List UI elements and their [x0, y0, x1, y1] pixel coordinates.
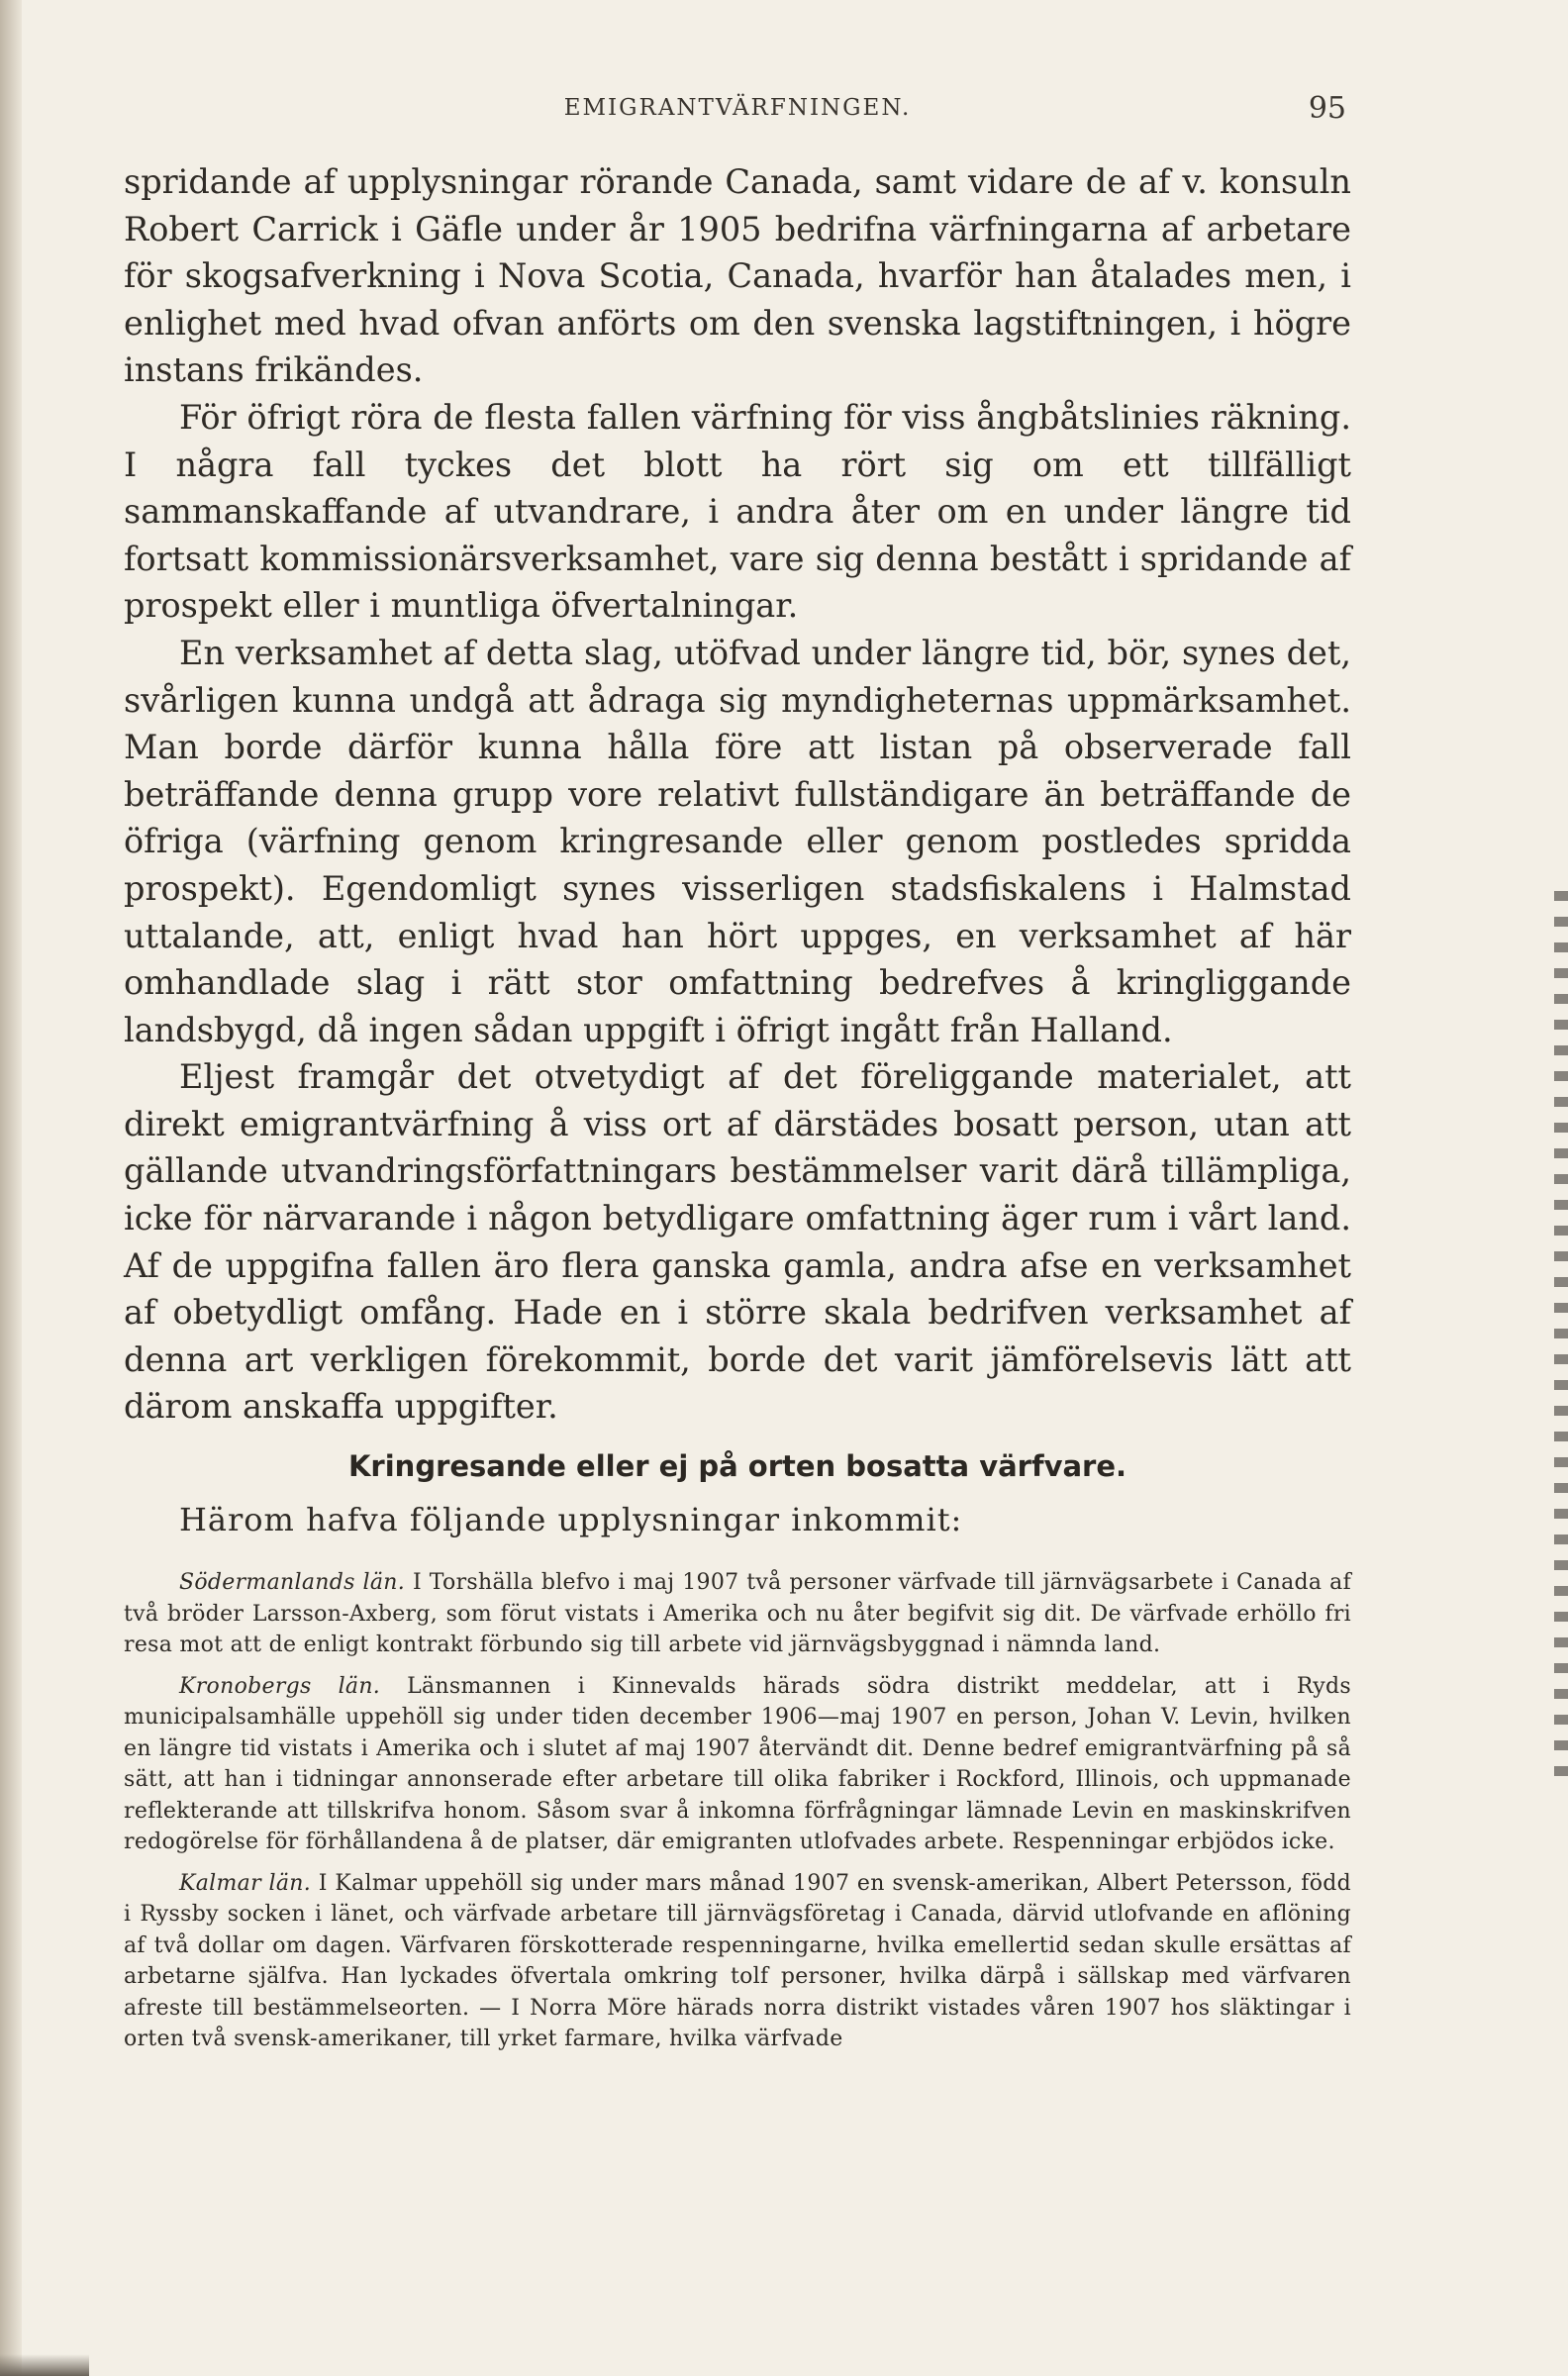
page-header: [129, 91, 1346, 135]
paragraph: Eljest framgår det otvetydigt af det föreliggande materialet, att direkt emigrantvärfning å viss ort af därstädes bosatt person, utan att gällande utvandringsförfattningars bestämmelser varit därå tillämpliga, icke för närvarande i någon betydligare omfattning äger rum i vårt land. Af de uppgifna fallen äro flera ganska gamla, andra afse en verksamhet af obetydligt omfång. Hade en i större skala bedrifven verksamhet af denna art verkligen förekommit, borde det varit jämförelsevis lätt att därom anskaffa uppgifter.: [124, 1057, 1351, 1427]
county-entry: [124, 1868, 1351, 2055]
page-binding-edge: [0, 0, 22, 2376]
county-entry: [124, 1567, 1351, 1661]
main-text: [124, 158, 1351, 1431]
county-name: Kalmar län.: [179, 1870, 312, 1896]
section-heading: Kringresande eller ej på orten bosatta värfvare.: [347, 1449, 1127, 1483]
paragraph: För öfrigt röra de flesta fallen värfning för viss ångbåtslinies räkning. I några fall tyckes det blott ha rört sig om ett tillfälligt sammanskaffande af utvandrare, i andra åter om en under längre tid fortsatt kommissionärsverksamhet, vare sig denna bestått i spridande af prospekt eller i muntliga öfvertalningar.: [124, 397, 1351, 626]
county-name: Södermanlands län.: [179, 1570, 406, 1595]
page-fore-edge-marks: [1554, 891, 1568, 1782]
paragraph: spridande af upplysningar rörande Canada, samt vidare de af v. konsuln Robert Carrick i Gäfle under år 1905 bedrifna värfningarna af arbetare för skogsafverkning i Nova Scotia, Canada, hvarför han åtalades men, i enlighet med hvad ofvan anförts om den svenska lagstiftningen, i högre instans frikändes.: [124, 162, 1351, 390]
county-name: Kronobergs län.: [179, 1673, 381, 1699]
page-number: 95: [1308, 91, 1346, 126]
county-report-text: Länsmannen i Kinnevalds härads södra distrikt meddelar, att i Ryds municipalsamhälle uppehöll sig under tiden december 1906—maj 1907 en person, Johan V. Levin, hvilken en längre tid vistats i Amerika och i slutet af maj 1907 återvändt dit. Denne bedref emigrantvärfning på så sätt, att han i tidningar annonserade efter arbetare till olika fabriker i Rockford, Illinois, och uppmanade reflekterande att tillskrifva honom. Såsom svar å inkomna förfrågningar lämnade Levin en maskinskrifven redogörelse för förhållandena å de platser, där emigranten utlofvades arbete. Respenningar erbjödos icke.: [124, 1673, 1351, 1854]
page-corner-shadow: [0, 2354, 89, 2376]
county-reports: [124, 1567, 1351, 2065]
running-head: EMIGRANTVÄRFNINGEN.: [563, 95, 912, 121]
county-report-text: I Kalmar uppehöll sig under mars månad 1907 en svensk-amerikan, Albert Petersson, född i Ryssby socken i länet, och värfvade arbetare till järnvägsföretag i Canada, därvid utlofvande en aflöning af två dollar om dagen. Värfvaren förskotterade respenningarne, hvilka emellertid sedan skulle ersättas af arbetarne själfva. Han lyckades öfvertala omkring tolf personer, hvilka därpå i sällskap med värfvaren afreste till bestämmelseorten. — I Norra Möre härads norra distrikt vistades våren 1907 hos släktingar i orten två svensk-amerikaner, till yrket farmare, hvilka värfvade: [124, 1870, 1352, 2051]
county-report-text: I Torshälla blefvo i maj 1907 två personer värfvade till järnvägsarbete i Canada af två bröder Larsson-Axberg, som förut vistats i Amerika och nu åter begifvit sig dit. De värfvade erhöllo fri resa mot att de enligt kontrakt förbundo sig till arbete vid järnvägsbyggnad i nämnda land.: [124, 1570, 1352, 1657]
section-intro: Härom hafva följande upplysningar inkommit:: [179, 1501, 963, 1538]
county-entry: [124, 1671, 1351, 1858]
paragraph: En verksamhet af detta slag, utöfvad under längre tid, bör, synes det, svårligen kunna undgå att ådraga sig myndigheternas uppmärksamhet. Man borde därför kunna hålla före att listan på observerade fall beträffande denna grupp vore relativt fullständigare än beträffande de öfriga (värfning genom kringresande eller genom postledes spridda prospekt). Egendomligt synes visserligen stadsfiskalens i Halmstad uttalande, att, enligt hvad han hört uppges, en verksamhet af här omhandlade slag i rätt stor omfattning bedrefves å kringliggande landsbygd, då ingen sådan uppgift i öfrigt ingått från Halland.: [124, 633, 1351, 1049]
